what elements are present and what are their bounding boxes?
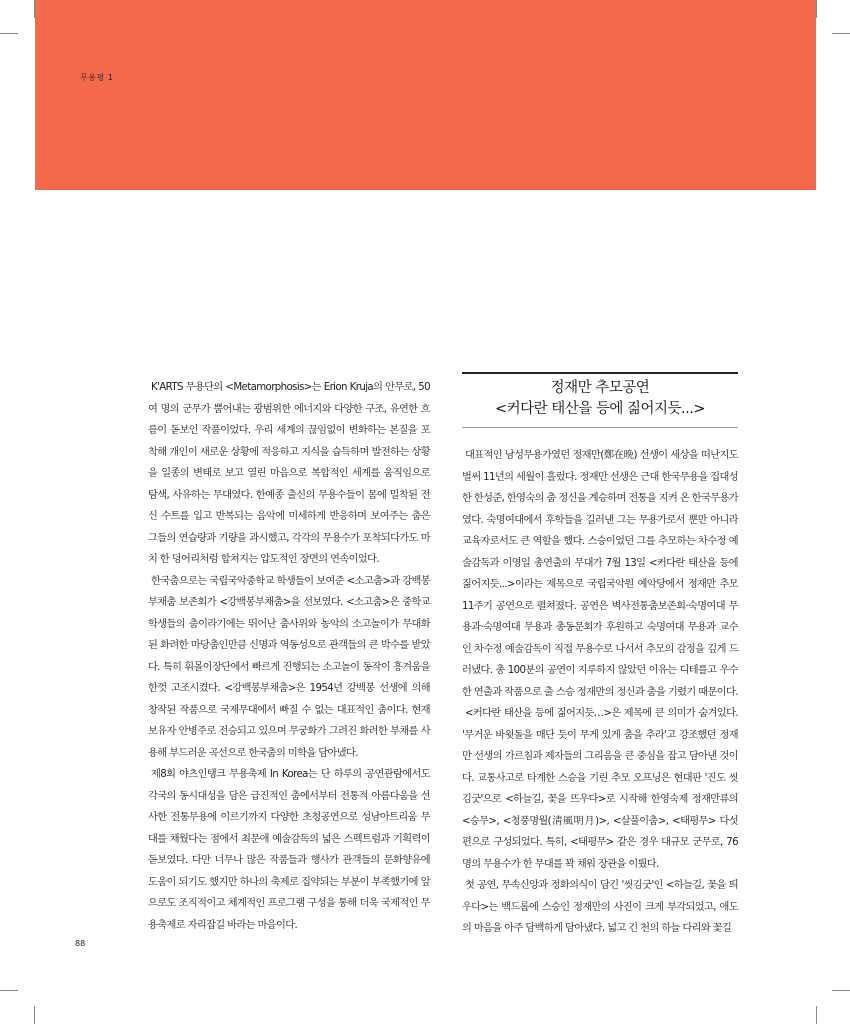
left-column [148, 377, 430, 936]
paragraph: <커다란 태산을 등에 짊어지듯…>은 제목에 큰 의미가 숨겨있다. '무거운 바윗돌을 매단 듯이 무게 있게 춤을 추라'고 강조했던 정재만 선생의 가르침과 제자들의 그리움을 큰 중심을 잡고 담아낸 것이다. 교통사고로 타계한 스승을 기린 추모 오프닝은 현대판 '진도 씻김굿'으로 <하늘길, 꽃을 뜨우다>로 시작해 한영숙제 정재만류의 <승무>, <청풍명월(淸風明月)>, <살풀이춤>, <태평무> 다섯 편으로 구성되었다. 특히, <태평무> 같은 경우 대규모 군무로, 76명의 무용수가 한 무대를 꽉 채워 장관을 이뤘다. [462, 708, 738, 870]
crop-mark [832, 33, 850, 34]
paragraph: 제8회 야츠인탱크 무용축제 In Korea는 단 하루의 공연관람에서도 각국의 동시대성을 담은 급진적인 춤에서부터 전통적 아름다움을 선사한 전통무용에 이르기까지 다양한 초청공연으로 성남아트리움 무대를 채웠다는 점에서 최문애 예술감독의 넓은 스펙트럼과 기획력이 돋보였다. 다만 너무나 많은 작품들과 행사가 관객들의 문화향유에 도움이 되기도 했지만 하나의 축제로 집약되는 부분이 부족했기에 앞으로도 조직적이고 체계적인 프로그램 구성을 통해 더욱 국제적인 무용축제로 자리잡길 바라는 마음이다. [148, 769, 430, 931]
paragraph: 첫 공연, 무속신앙과 정화의식이 담긴 '씻김굿'인 <하늘길, 꽃을 띄우다>는 백드롭에 스승인 정재만의 사진이 크게 부각되었고, 애도의 마음을 아주 담백하게 담아냈다. 넓고 긴 천의 하늘 다리와 꽃길 [462, 880, 738, 934]
header-banner [35, 0, 816, 190]
crop-mark [832, 990, 850, 991]
article-title-line: <커다란 태산을 등에 짊어지듯...> [494, 401, 706, 417]
page-number: 88 [75, 939, 86, 948]
paragraph: 한국춤으로는 국립국악중학교 학생들이 보여준 <소고춤>과 강백봉부채춤 보존회가 <강백봉부채춤>을 선보였다. <소고춤>은 중학교 학생들의 춤이라기에는 뛰어난 춤사위와 농악의 소고놀이가 무대화된 화려한 마당춤인만큼 신명과 역동성으로 관객들의 큰 박수를 받았다. 특히 휘몰이장단에서 빠르게 진행되는 소고놀이 동작이 흥겨움을 한껏 고조시켰다. <강백봉부채춤>은 1954년 강백봉 선생에 의해 창작된 작품으로 국제무대에서 빠질 수 없는 대표적인 춤이다. 현재 보유자 안병주로 전승되고 있으며 무궁화가 그려진 화려한 부채를 사용해 부드러운 곡선으로 한국춤의 미학을 담아냈다. [148, 575, 430, 759]
paragraph: 대표적인 남성무용가였던 정재만(鄭在晩) 선생이 세상을 떠난지도 벌써 11년의 세월이 흘렀다. 정재만 선생은 근대 한국무용을 집대성한 한성준, 한영숙의 춤 정신을 계승하며 전통을 지켜 온 한국무용가였다. 숙명여대에서 후학들을 길러낸 그는 무용가로서 뿐만 아니라 교육자로서도 큰 역할을 했다. 스승이었던 그를 추모하는 차수정 예술감독과 이영일 총연출의 무대가 7월 13일 <커다란 태산을 등에 짊어지듯...>이라는 제목으로 국립국악원 예악당에서 정재만 추모 11주기 공연으로 펼쳐졌다. 공연은 벽사전통춤보존회·숙명여대 무용과·숙명여대 무용과 총동문회가 후원하고 숙명여대 무용과 교수인 차수정 예술감독이 직접 무용수로 나서서 추모의 감정을 깊게 드러냈다. 총 100분의 공연이 지루하지 않았던 이유는 디테를고 우수한 연출과 작품으로 출 스승 정재만의 정신과 춤을 기렸기 때문이다. [462, 450, 738, 698]
crop-mark [0, 990, 18, 991]
crop-mark [34, 1006, 35, 1024]
paragraph: K'ARTS 무용단의 <Metamorphosis>는 Erion Kruja의 안무로, 50여 명의 군무가 뿜어내는 광범위한 에너지와 다양한 구조, 유연한 흐름이 돋보인 작품이었다. 우리 세계의 끊임없이 변화하는 본질을 포착해 개인이 새로운 상황에 적응하고 지식을 습득하며 발전하는 상황을 일종의 변태로 보고 열린 마음으로 복합적인 세계를 움직임으로 탐색, 사유하는 무대였다. 한예종 출신의 무용수들이 몸에 밀착된 전신 수트를 입고 반복되는 음악에 미세하게 반응하며 보여주는 춤은 그들의 연습량과 기량을 과시했고, 각각의 무용수가 포착되다가도 마치 한 덩어리처럼 합쳐지는 압도적인 장면의 연속이었다. [148, 382, 430, 565]
crop-mark [816, 1006, 817, 1024]
title-top-rule [462, 372, 738, 374]
article-title [462, 378, 738, 420]
crop-mark [816, 0, 817, 18]
right-column [462, 445, 738, 940]
section-label: 무용평 1 [80, 73, 114, 82]
article-title-line: 정재만 추모공연 [550, 380, 650, 396]
crop-mark [0, 33, 18, 34]
title-bottom-rule [462, 427, 738, 428]
